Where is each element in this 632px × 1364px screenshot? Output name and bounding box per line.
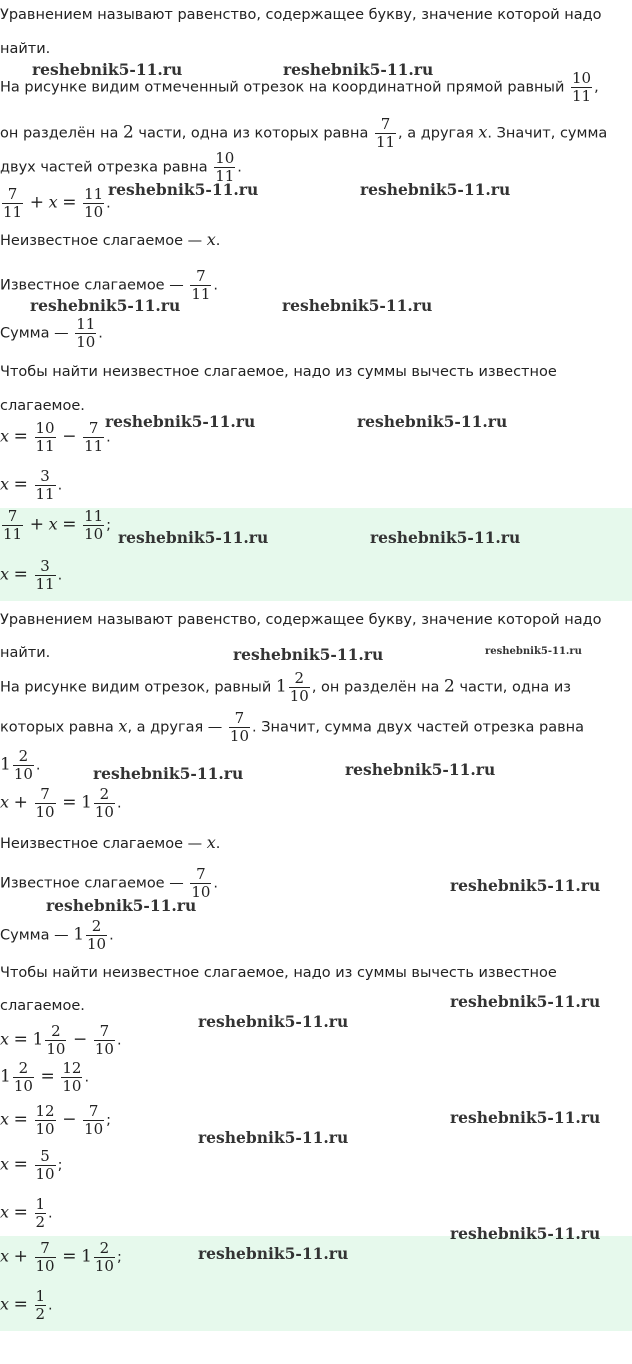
equation-line: 1 $\frac{2}{10}$ .: [0, 747, 41, 783]
answer-equation: x = $\frac{3}{11}$ .: [0, 557, 63, 593]
fraction: $\frac{7}{11}$: [375, 115, 396, 151]
watermark: reshebnik5-11.ru: [118, 528, 269, 547]
equation-line: x = $\frac{5}{10}$ ;: [0, 1147, 63, 1183]
equation-line: x + $\frac{7}{10}$ = 1 $\frac{2}{10}$ .: [0, 785, 122, 821]
equation-line: x = 1 $\frac{2}{10}$ − $\frac{7}{10}$ .: [0, 1022, 122, 1058]
watermark: reshebnik5-11.ru: [345, 760, 496, 779]
text-line: найти.: [0, 41, 51, 57]
text-line: Известное слагаемое — $\frac{7}{10}$ .: [0, 865, 219, 901]
equation-line: x = $\frac{10}{11}$ − $\frac{7}{11}$ .: [0, 419, 111, 455]
text-line: Сумма — 1 $\frac{2}{10}$ .: [0, 917, 114, 953]
answer-equation: $\frac{7}{11}$ + x = $\frac{11}{10}$ ;: [3, 507, 112, 543]
text-line: слагаемое.: [0, 398, 85, 414]
watermark: reshebnik5-11.ru: [93, 764, 244, 783]
watermark: reshebnik5-11.ru: [283, 60, 434, 79]
watermark: reshebnik5-11.ru: [357, 412, 508, 431]
text-line: слагаемое.: [0, 998, 85, 1014]
text-line: Сумма — $\frac{11}{10}$ .: [0, 315, 103, 351]
text-line: Известное слагаемое — $\frac{7}{11}$ .: [0, 267, 219, 303]
text-line: Неизвестное слагаемое — x.: [0, 230, 221, 249]
watermark: reshebnik5-11.ru: [32, 60, 183, 79]
text-line: Уравнением называют равенство, содержащее букву, значение которой надо: [0, 7, 602, 23]
text-line: он разделён на 2 части, одна из которых равна $\frac{7}{11}$ , а другая x. Значит, сумма: [0, 115, 608, 151]
text-line: Уравнением называют равенство, содержащее букву, значение которой надо: [0, 612, 602, 628]
equation-line: 1 $\frac{2}{10}$ = $\frac{12}{10}$ .: [0, 1059, 90, 1095]
watermark: reshebnik5-11.ru: [485, 646, 582, 657]
equation-line: $\frac{7}{11}$ + x = $\frac{11}{10}$ .: [3, 185, 111, 221]
watermark: reshebnik5-11.ru: [360, 180, 511, 199]
text-line: Чтобы найти неизвестное слагаемое, надо из суммы вычесть известное: [0, 364, 557, 380]
watermark: reshebnik5-11.ru: [370, 528, 521, 547]
fraction: $\frac{10}{11}$: [215, 149, 235, 185]
answer-equation: x = $\frac{1}{2}$ .: [0, 1287, 53, 1323]
text-line: найти.: [0, 645, 51, 661]
watermark: reshebnik5-11.ru: [46, 896, 197, 915]
watermark: reshebnik5-11.ru: [108, 180, 259, 199]
watermark: reshebnik5-11.ru: [450, 992, 601, 1011]
text-line: Чтобы найти неизвестное слагаемое, надо из суммы вычесть известное: [0, 965, 557, 981]
watermark: reshebnik5-11.ru: [233, 645, 384, 664]
fraction: $\frac{10}{11}$: [571, 69, 592, 105]
text-line: На рисунке видим отмеченный отрезок на координатной прямой равный $\frac{10}{11}$ ,: [0, 69, 599, 105]
text-line: Неизвестное слагаемое — x.: [0, 833, 221, 852]
text-line: которых равна x, а другая — $\frac{7}{10}$ . Значит, сумма двух частей отрезка равна: [0, 709, 585, 745]
watermark: reshebnik5-11.ru: [450, 876, 601, 895]
watermark: reshebnik5-11.ru: [282, 296, 433, 315]
watermark: reshebnik5-11.ru: [450, 1108, 601, 1127]
watermark: reshebnik5-11.ru: [198, 1244, 349, 1263]
watermark: reshebnik5-11.ru: [198, 1128, 349, 1147]
equation-line: x = $\frac{3}{11}$ .: [0, 467, 63, 503]
text-line: На рисунке видим отрезок, равный 1 $\frac{2}{10}$ , он разделён на 2 части, одна из: [0, 669, 571, 705]
watermark: reshebnik5-11.ru: [450, 1224, 601, 1243]
watermark: reshebnik5-11.ru: [198, 1012, 349, 1031]
equation-line: x = $\frac{1}{2}$ .: [0, 1195, 53, 1231]
watermark: reshebnik5-11.ru: [30, 296, 181, 315]
equation-line: x = $\frac{12}{10}$ − $\frac{7}{10}$ ;: [0, 1102, 112, 1138]
text-line: двух частей отрезка равна $\frac{10}{11}$ .: [0, 149, 242, 185]
answer-equation: x + $\frac{7}{10}$ = 1 $\frac{2}{10}$ ;: [0, 1239, 122, 1275]
watermark: reshebnik5-11.ru: [105, 412, 256, 431]
